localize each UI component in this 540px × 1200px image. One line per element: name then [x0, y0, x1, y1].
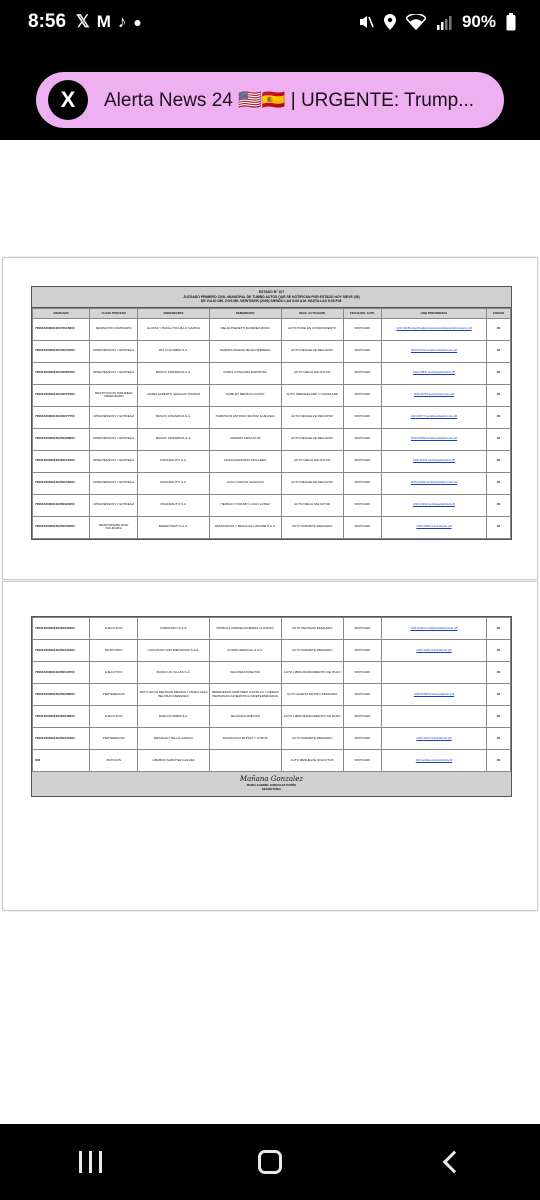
table-row	[33, 662, 511, 684]
radicado-cell: 76001400300120240076200	[33, 340, 90, 362]
radicado-cell: 76001400300120250047300	[33, 728, 90, 750]
actuacion-cell: AUTO LIBRA MANDAMIENTO DE PAGO	[281, 706, 343, 728]
estado-table-page-1	[32, 308, 511, 539]
demandado-cell: DUMAN MEDICAL S.A.S.	[209, 640, 281, 662]
table-row	[33, 640, 511, 662]
notification-table-doc	[31, 616, 512, 797]
radicado-cell: S/R	[33, 750, 90, 772]
wifi-icon	[406, 14, 426, 30]
codigo-cell: 40	[487, 728, 511, 750]
fecha-cell: 08/07/2026	[343, 684, 381, 706]
codigo-cell: 40	[487, 472, 511, 494]
actuacion-cell: AUTO RESUELVE RECURSO	[281, 472, 343, 494]
link-cell[interactable]: 2017-00159 AutoPoneEnConocimientoDespachoComisorio.pdf	[381, 318, 486, 340]
radicado-cell: 76001400300120250006800	[33, 428, 90, 450]
link-cell[interactable]: 2025-00202 AutoNiegaSolicitud.pdf	[381, 494, 486, 516]
notification-banner[interactable]	[36, 72, 504, 128]
signature-block	[32, 772, 511, 796]
demandante-cell: FINANZAUTO S.A.	[138, 494, 210, 516]
table-row	[33, 340, 511, 362]
codigo-cell: 40	[487, 428, 511, 450]
actuacion-cell: AUTO INADMITE DEMANDA	[281, 728, 343, 750]
radicado-cell: 76001400300120240077700	[33, 406, 90, 428]
clase-proceso-cell: DESPACHO COMISORIO	[90, 318, 138, 340]
actuacion-cell: AUTO RESUELVE SOLICITUD	[281, 750, 343, 772]
fecha-cell: 08/07/2026	[343, 728, 381, 750]
link-cell[interactable]: 2025-00068 AutoResuelveRecurso.pdf	[381, 428, 486, 450]
demandado-cell: FRANCISCO MUÑOZ Y OTROS	[209, 728, 281, 750]
actuacion-cell: AUTO RESUELVE RECURSO	[281, 340, 343, 362]
demandado-cell	[209, 750, 281, 772]
radicado-cell: 76001400300120170015900	[33, 318, 90, 340]
codigo-cell: 40	[487, 340, 511, 362]
codigo-cell: 40	[487, 516, 511, 538]
fecha-cell: 08/07/2026	[343, 750, 381, 772]
demandante-cell: RCI COLOMBIA S.A.	[138, 340, 210, 362]
tiktok-icon: ♪	[117, 12, 127, 31]
notification-table-doc	[31, 286, 512, 540]
status-time: 8:56	[28, 11, 67, 32]
clase-proceso-cell: APREHENSION Y ENTREGA	[90, 362, 138, 384]
gmail-icon: M	[96, 12, 111, 31]
codigo-cell: 40	[487, 618, 511, 640]
fecha-cell: 08/07/2026	[343, 318, 381, 340]
x-icon: 𝕏	[76, 12, 90, 31]
codigo-cell: 40	[487, 384, 511, 406]
fecha-cell: 08/07/2026	[343, 618, 381, 640]
fecha-cell: 08/07/2026	[343, 662, 381, 684]
header-line: DE JULIO DEL DOS MIL VEINTISEIS (2026) SIENDO LAS 8:00 A.M. HASTA LAS 5:00 P.M.	[200, 299, 343, 304]
demandante-cell: ARTYLSCON BELTRAN MEDINA Y MARIA ALEX BELTRAN MENESES	[138, 684, 210, 706]
estado-table-page-2	[32, 617, 511, 772]
clase-proceso-cell: RESTITUCION INMUEBLE ARRENDADO	[90, 384, 138, 406]
radicado-cell: 76001400300120240083700	[33, 362, 90, 384]
fecha-cell: 08/07/2026	[343, 362, 381, 384]
table-row	[33, 450, 511, 472]
radicado-cell: 76001400300120250040300	[33, 618, 90, 640]
radicado-cell: 76001400300120250043400	[33, 640, 90, 662]
radicado-cell: 76001400300120250016400	[33, 450, 90, 472]
col-header: RADICADO	[33, 308, 90, 318]
status-system-icons	[358, 12, 516, 32]
demandado-cell: HEREDEROS MARTINEZ CASTILLO Y DEMAS PERSONAS INCIERTAS E INDETERMINADAS	[209, 684, 281, 706]
codigo-cell: 40	[487, 450, 511, 472]
mute-icon	[358, 14, 374, 30]
demandado-cell: SANDRA MILENA MEJIA HERRERA	[209, 340, 281, 362]
table-row	[33, 384, 511, 406]
table-row	[33, 472, 511, 494]
document-header	[32, 287, 511, 308]
status-notification-icons	[76, 12, 142, 32]
home-button[interactable]	[240, 1142, 300, 1182]
demandado-cell: HERNAN YOVANNY LUGO LOPEZ	[209, 494, 281, 516]
recent-apps-button[interactable]	[60, 1142, 120, 1182]
signature-name: MARIA GABRIEL GONZALEZ PATIÑO	[246, 783, 297, 787]
demandante-cell: BANCOLOMBIA S.A.	[138, 706, 210, 728]
clase-proceso-cell: APREHENSION Y ENTREGA	[90, 406, 138, 428]
table-row	[33, 750, 511, 772]
link-cell[interactable]: 2025-00352 AutoInadmite.pdf	[381, 516, 486, 538]
battery-icon	[506, 13, 516, 31]
link-cell[interactable]: 2025-00434 AutoInadmite.pdf	[381, 640, 486, 662]
clase-proceso-cell: RESPONSABILIDAD SOLIDARIA	[90, 516, 138, 538]
demandante-cell: BENEFITECH S.A.S.	[138, 516, 210, 538]
col-header: DEMANDANTE	[138, 308, 210, 318]
fecha-cell: 08/07/2026	[343, 340, 381, 362]
clase-proceso-cell: PERTENENCIA	[90, 728, 138, 750]
fecha-cell: 08/07/2026	[343, 516, 381, 538]
table-row	[33, 516, 511, 538]
home-icon	[258, 1150, 282, 1174]
clase-proceso-cell: APREHENSION Y ENTREGA	[90, 428, 138, 450]
clase-proceso-cell: EJECUTIVO	[90, 662, 138, 684]
demandado-cell: DIANA ESPINOSA MOLARES	[209, 450, 281, 472]
actuacion-cell: AUTO OBEDEZCASE Y CUMPLASE	[281, 384, 343, 406]
link-cell[interactable]: 2025-00182 AutoResuelveRecurso.pdf	[381, 472, 486, 494]
demandante-cell: BANCO FINANDINA S.A.	[138, 362, 210, 384]
actuacion-cell: AUTO ACEPTA RETIRO DEMANDA	[281, 684, 343, 706]
clase-proceso-cell: APREHENSION Y ENTREGA	[90, 450, 138, 472]
header-line: ESTADO N° 107	[258, 290, 285, 294]
actuacion-cell: AUTO RECHAZA DEMANDA	[281, 618, 343, 640]
document-page-2	[2, 581, 538, 911]
radicado-cell: 76001400300120250020200	[33, 494, 90, 516]
col-header: DESC. ACTUACION	[281, 308, 343, 318]
actuacion-cell: AUTO NIEGA SOLICITUD	[281, 494, 343, 516]
link-cell[interactable]: S/R AutoResuelveSolicitud.pdf	[381, 750, 486, 772]
demandado-cell: ABASTAIDOS Y MEZCLAS CADARE S.A.S.	[209, 516, 281, 538]
codigo-cell: 40	[487, 750, 511, 772]
demandante-cell: BANCO FINANDINA S.A.	[138, 406, 210, 428]
demandante-cell: REINALDO TELLO GARCIA	[138, 728, 210, 750]
clase-proceso-cell: EJECUTIVO	[90, 706, 138, 728]
location-icon	[384, 14, 396, 30]
demandado-cell: SEGUNDA PREVIAS	[209, 706, 281, 728]
demandante-cell: COBRANDO S.A.S.	[138, 618, 210, 640]
document-viewer[interactable]	[0, 140, 540, 1124]
col-header: LINK PROVIDENCIA	[381, 308, 486, 318]
clase-proceso-cell: APREHENSION Y ENTREGA	[90, 340, 138, 362]
actuacion-cell: AUTO INADMITE DEMANDA	[281, 640, 343, 662]
table-row	[33, 684, 511, 706]
link-cell	[381, 662, 486, 684]
header-line: JUZGADO PRIMERO CIVIL MUNICIPAL DE TUMBO AUTOS QUE SE NOTIFICAN POR ESTADO HOY SIEVE (08)	[183, 294, 360, 299]
clase-proceso-cell: APREHENSION Y ENTREGA	[90, 472, 138, 494]
codigo-cell: 40	[487, 362, 511, 384]
signature-script: Mañana Gonzalez	[239, 775, 304, 783]
clase-proceso-cell: MONITORIO	[90, 640, 138, 662]
col-header: DEMANDADO	[209, 308, 281, 318]
demandante-cell: CUCHAUST DISTRIBUIDORA S.A.S.	[138, 640, 210, 662]
codigo-cell: 40	[487, 318, 511, 340]
codigo-cell: 40	[487, 406, 511, 428]
battery-percent: 90%	[461, 12, 496, 31]
link-cell[interactable]: 2024-00762 AutoResuelveRecurso.pdf	[381, 340, 486, 362]
demandante-cell: BANCO FINANDINA S.A.	[138, 428, 210, 450]
clase-proceso-cell: EJECUTIVO	[90, 618, 138, 640]
table-row	[33, 706, 511, 728]
table-row	[33, 362, 511, 384]
radicado-cell: 76001400300120250018200	[33, 472, 90, 494]
actuacion-cell: AUTO NIEGA SOLICITUD	[281, 362, 343, 384]
codigo-cell: 40	[487, 494, 511, 516]
link-cell[interactable]: 2024-00777 AutoResuelveRecurso.pdf	[381, 406, 486, 428]
document-page-1	[2, 257, 538, 580]
table-row	[33, 318, 511, 340]
x-app-icon: X	[48, 80, 88, 120]
col-header: CÓDIGO	[487, 308, 511, 318]
demandante-cell: LIBARDO SANCHEZ GALVEZ	[138, 750, 210, 772]
notification-message: | URGENTE: Trump...	[290, 90, 475, 111]
signature-role: SECRETARIA	[261, 787, 282, 791]
codigo-cell: 40	[487, 684, 511, 706]
fecha-cell: 08/07/2026	[343, 384, 381, 406]
back-icon	[443, 1151, 466, 1174]
link-cell[interactable]: 2025-00380 AutoAceptaRetiro.pdf	[381, 684, 486, 706]
table-row	[33, 406, 511, 428]
codigo-cell: 40	[487, 706, 511, 728]
radicado-cell: 76001400300120240075100	[33, 384, 90, 406]
radicado-cell: 76001400300120250043700	[33, 662, 90, 684]
link-cell[interactable]: 2024-00751 AutoObedezcase.pdf	[381, 384, 486, 406]
notification-flags: 🇺🇸🇪🇸	[238, 90, 286, 111]
demandado-cell: JUAN CARLOS VALENCIA	[209, 472, 281, 494]
radicado-cell: 76001400300120250035200	[33, 516, 90, 538]
fecha-cell: 08/07/2026	[343, 640, 381, 662]
codigo-cell: 40	[487, 640, 511, 662]
status-bar	[0, 0, 540, 44]
actuacion-cell: AUTO LIBRA MANDAMIENTO DE PAGO	[281, 662, 343, 684]
signal-icon	[436, 14, 452, 30]
demandado-cell: NAIBLEY MEDINA CAUSIO	[209, 384, 281, 406]
clase-proceso-cell: PETICION	[90, 750, 138, 772]
table-row	[33, 728, 511, 750]
dot-icon: ●	[133, 14, 142, 30]
radicado-cell: 76001400300120250046600	[33, 706, 90, 728]
clase-proceso-cell: PERTENENCIA	[90, 684, 138, 706]
notification-title: Alerta News 24	[104, 90, 233, 111]
notification-text	[104, 88, 474, 112]
demandante-cell: GLORIA Y PAOLA TRUJILLO GARCIA	[138, 318, 210, 340]
actuacion-cell: AUTO RESUELVE RECURSO	[281, 406, 343, 428]
table-row	[33, 494, 511, 516]
link-cell	[381, 706, 486, 728]
demandado-cell: SEGUNDA PRELTAN	[209, 662, 281, 684]
demandante-cell: BANCO AV VILLAS S.A.	[138, 662, 210, 684]
col-header: FECHA DEL AUTO	[343, 308, 381, 318]
demandado-cell: DORIS GONGORA ESPINOSA	[209, 362, 281, 384]
link-cell[interactable]: 2025-00403 AutoRechazaDemanda.pdf	[381, 618, 486, 640]
link-cell[interactable]: 2024-00837 AutoNiegaSolicitud.pdf	[381, 362, 486, 384]
demandado-cell: AMPARO PEÑA RUIZ	[209, 428, 281, 450]
fecha-cell: 08/07/2026	[343, 472, 381, 494]
actuacion-cell: AUTO PONE EN CONOCIMIENTO	[281, 318, 343, 340]
back-button[interactable]	[420, 1142, 480, 1182]
actuacion-cell: AUTO INADMITE DEMANDA	[281, 516, 343, 538]
fecha-cell: 08/07/2026	[343, 450, 381, 472]
demandado-cell: HARRISON ANTONIO MUÑOZ GUEVARA	[209, 406, 281, 428]
link-cell[interactable]: 2025-00164 AutoNiegaSolicitud.pdf	[381, 450, 486, 472]
demandado-cell: MELQUISEDETH RAMIREZ MORA	[209, 318, 281, 340]
navigation-bar	[0, 1124, 540, 1200]
table-row	[33, 428, 511, 450]
clase-proceso-cell: APREHENSION Y ENTREGA	[90, 494, 138, 516]
table-header-row	[33, 308, 511, 318]
demandante-cell: JAMES ALBERTO GIRALDO OSORIO	[138, 384, 210, 406]
actuacion-cell: AUTO NIEGA SOLICITUD	[281, 450, 343, 472]
fecha-cell: 08/07/2026	[343, 706, 381, 728]
fecha-cell: 08/07/2026	[343, 494, 381, 516]
demandante-cell: FINANZAUTO S.A.	[138, 450, 210, 472]
fecha-cell: 08/07/2026	[343, 406, 381, 428]
codigo-cell: 40	[487, 662, 511, 684]
link-cell[interactable]: 2025-00473 AutoInadmite.pdf	[381, 728, 486, 750]
fecha-cell: 08/07/2026	[343, 428, 381, 450]
col-header: CLASE PROCESO	[90, 308, 138, 318]
actuacion-cell: AUTO RESUELVE RECURSO	[281, 428, 343, 450]
radicado-cell: 76001400300120250038000	[33, 684, 90, 706]
demandado-cell: PATRICIA ANDREA RAMIREZ CUASATO	[209, 618, 281, 640]
recent-apps-icon	[79, 1151, 102, 1173]
demandante-cell: FINANZAUTO S.A.	[138, 472, 210, 494]
table-row	[33, 618, 511, 640]
